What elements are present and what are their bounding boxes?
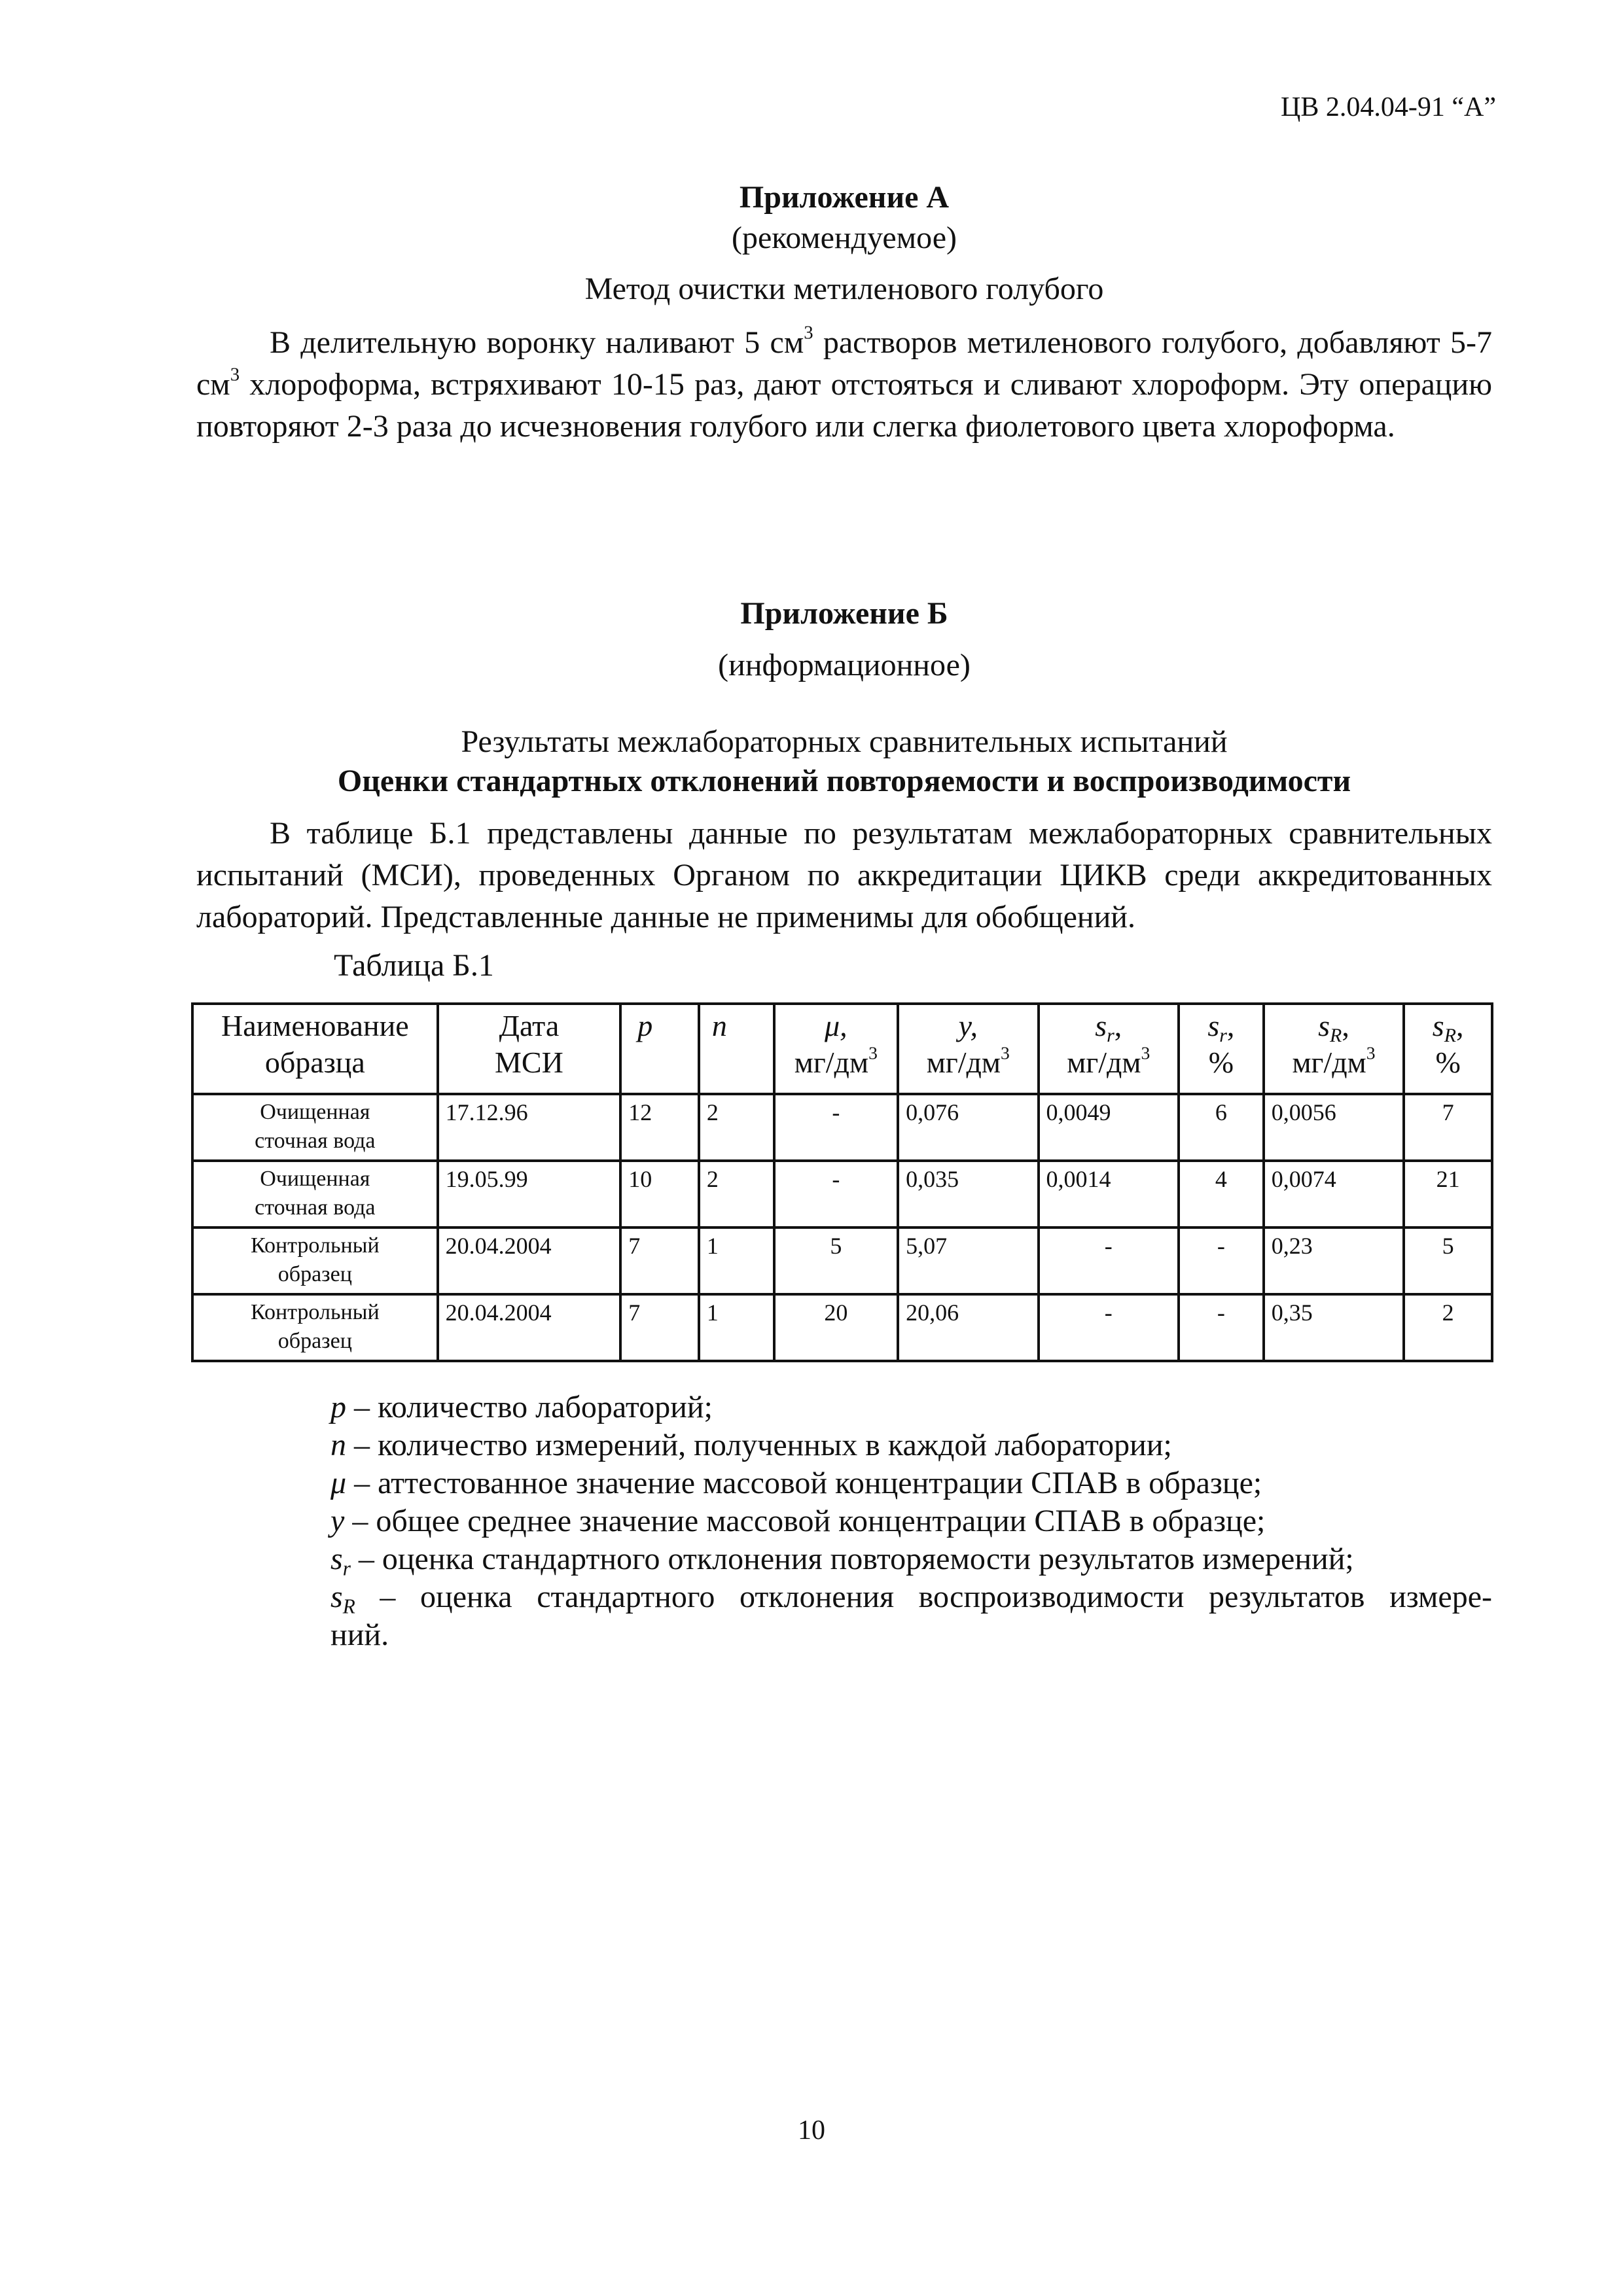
cell-sR-percent: 21 <box>1404 1161 1492 1227</box>
appendix-b-paragraph: В таблице Б.1 представлены данные по результатам межлабораторных сравнительных испытаний (МСИ), проведенных Органом по аккредитации ЦИКВ среди аккредитованных лабораторий. Представленные данные не применимы для обобщений. <box>196 816 1492 934</box>
header-n: n <box>699 1004 774 1094</box>
cell-mu: - <box>774 1094 899 1161</box>
cell-sR: 0,35 <box>1264 1294 1404 1361</box>
cell-sR-percent: 2 <box>1404 1294 1492 1361</box>
cell-y: 20,06 <box>898 1294 1038 1361</box>
cell-p: 7 <box>620 1294 699 1361</box>
cell-sR: 0,0074 <box>1264 1161 1404 1227</box>
header-sr: $s_r$, $мг/дм^3$ <box>1039 1004 1179 1094</box>
legend-item-n: n – количество измерений, полученных в каждой лаборатории; <box>330 1428 1172 1462</box>
legend-item-sR: $s_R$ – оценка стандартного отклонения воспроизводимости результатов измере- <box>330 1580 1492 1618</box>
legend-item-y: y – общее среднее значение массовой концентрации СПАВ в образце; <box>330 1504 1266 1538</box>
cell-sample-name: Контрольный образец <box>192 1294 438 1361</box>
cell-sr: 0,0014 <box>1039 1161 1179 1227</box>
header-sr-percent: $s_r$, % <box>1179 1004 1264 1094</box>
cell-y: 0,035 <box>898 1161 1038 1227</box>
legend-item-mu: μ – аттестованное значение массовой концентрации СПАВ в образце; <box>330 1466 1262 1500</box>
table-row <box>192 1294 1492 1361</box>
cell-p: 10 <box>620 1161 699 1227</box>
header-mu: μ, $мг/дм^3$ <box>774 1004 899 1094</box>
cell-sr: - <box>1039 1227 1179 1294</box>
appendix-b-subtitle: Результаты межлабораторных сравнительных испытаний <box>461 724 1228 759</box>
cell-sR: 0,23 <box>1264 1227 1404 1294</box>
cell-y: 5,07 <box>898 1227 1038 1294</box>
cell-sR-percent: 5 <box>1404 1227 1492 1294</box>
cell-sR: 0,0056 <box>1264 1094 1404 1161</box>
cell-sr-percent: - <box>1179 1294 1264 1361</box>
header-p: p <box>620 1004 699 1094</box>
cell-n: 2 <box>699 1094 774 1161</box>
cell-n: 2 <box>699 1161 774 1227</box>
cell-sr: 0,0049 <box>1039 1094 1179 1161</box>
appendix-b-kind: (информационное) <box>718 648 971 682</box>
page-number: 10 <box>798 2115 825 2146</box>
appendix-a-paragraph: В делительную воронку наливают 5 $см^3$ растворов метиленового голубого, добавляют 5-7 $см^3$ хлороформа, встряхивают 10-15 раз, дают отстояться и сливают хлороформ. Эту операцию повторяют 2-3 раза до исчезновения голубого или слегка фиолетового цвета хлороформа. <box>196 322 1492 444</box>
results-table <box>191 1002 1493 1362</box>
cell-sample-name: Контрольный образец <box>192 1227 438 1294</box>
header-sR-percent: $s_R$, % <box>1404 1004 1492 1094</box>
cell-mu: 5 <box>774 1227 899 1294</box>
cell-p: 12 <box>620 1094 699 1161</box>
cell-sample-name: Очищенная сточная вода <box>192 1094 438 1161</box>
table-row <box>192 1094 1492 1161</box>
table-row <box>192 1161 1492 1227</box>
header-date: Дата МСИ <box>438 1004 621 1094</box>
cell-sr-percent: 6 <box>1179 1094 1264 1161</box>
document-code: ЦВ 2.04.04-91 “А” <box>1281 92 1496 122</box>
appendix-a-subtitle: Метод очистки метиленового голубого <box>584 272 1104 306</box>
cell-sr: - <box>1039 1294 1179 1361</box>
cell-p: 7 <box>620 1227 699 1294</box>
cell-mu: - <box>774 1161 899 1227</box>
cell-sr-percent: - <box>1179 1227 1264 1294</box>
appendix-a-kind: (рекомендуемое) <box>732 221 957 255</box>
cell-mu: 20 <box>774 1294 899 1361</box>
appendix-b-title: Приложение Б <box>740 596 948 631</box>
cell-date: 20.04.2004 <box>438 1294 621 1361</box>
header-sample-name: Наименование образца <box>192 1004 438 1094</box>
appendix-a-title: Приложение А <box>739 180 950 215</box>
cell-n: 1 <box>699 1227 774 1294</box>
header-y: y, $мг/дм^3$ <box>898 1004 1038 1094</box>
table-row <box>192 1227 1492 1294</box>
legend-item-sR-continuation: ний. <box>330 1617 389 1652</box>
cell-sR-percent: 7 <box>1404 1094 1492 1161</box>
table-header-row <box>192 1004 1492 1094</box>
cell-date: 20.04.2004 <box>438 1227 621 1294</box>
header-sR: $s_R$, $мг/дм^3$ <box>1264 1004 1404 1094</box>
cell-sr-percent: 4 <box>1179 1161 1264 1227</box>
legend-item-sr: $s_r$ – оценка стандартного отклонения повторяемости результатов измерений; <box>330 1542 1354 1580</box>
table-caption: Таблица Б.1 <box>334 948 494 983</box>
appendix-b-subtitle-bold: Оценки стандартных отклонений повторяемости и воспроизводимости <box>337 764 1351 798</box>
cell-sample-name: Очищенная сточная вода <box>192 1161 438 1227</box>
cell-date: 17.12.96 <box>438 1094 621 1161</box>
legend-item-p: p – количество лабораторий; <box>330 1390 713 1424</box>
cell-y: 0,076 <box>898 1094 1038 1161</box>
legend <box>330 1388 1492 1654</box>
cell-date: 19.05.99 <box>438 1161 621 1227</box>
cell-n: 1 <box>699 1294 774 1361</box>
